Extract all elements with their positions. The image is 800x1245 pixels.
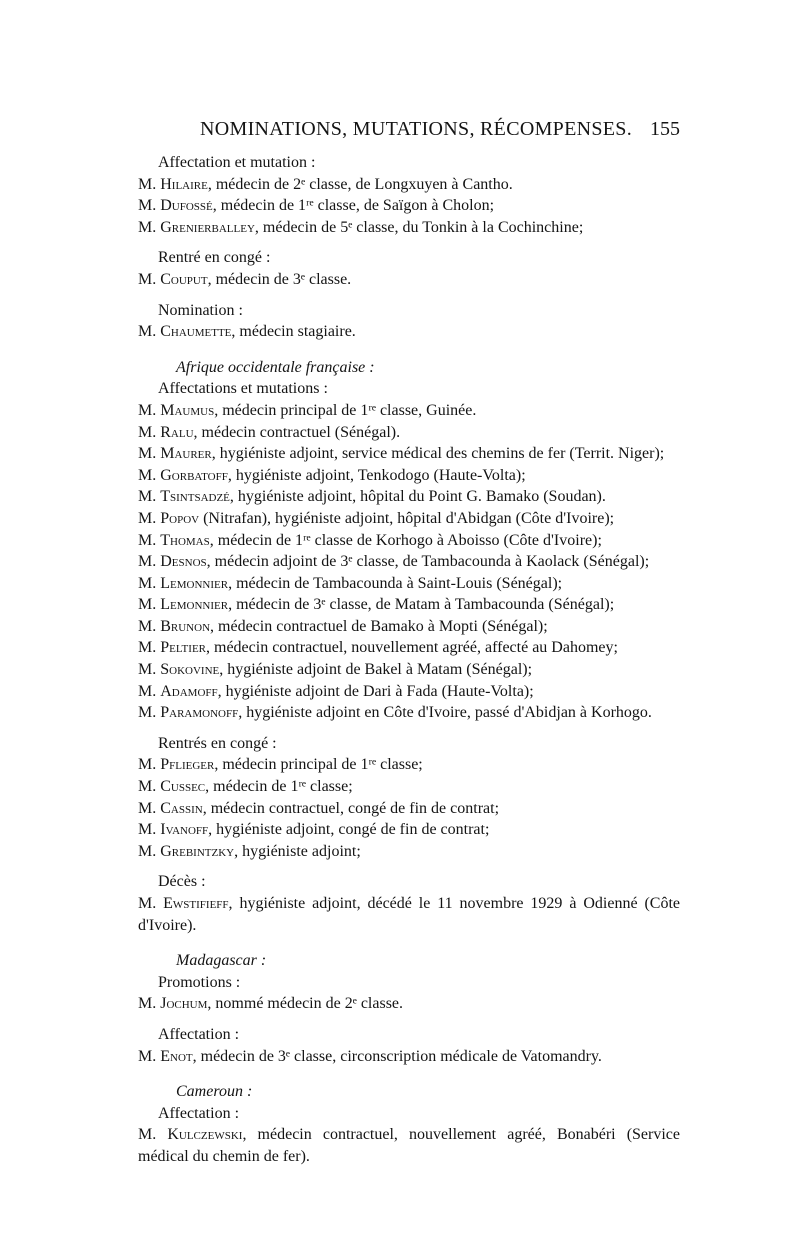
person-name: Grenierballey xyxy=(160,218,255,236)
entry-line xyxy=(138,798,680,820)
entry-text: , hygiéniste adjoint en Côte d'Ivoire, passé d'Abidjan à Korhogo. xyxy=(238,704,652,722)
entry-prefix: M. xyxy=(138,682,157,700)
entry-prefix: M. xyxy=(138,574,157,592)
entry-line xyxy=(138,754,680,776)
entry-prefix: M. xyxy=(138,639,157,657)
entry-text: , médecin de 3ᵉ classe, de Matam à Tambacounda (Sénégal); xyxy=(228,596,615,614)
entry-text: , hygiéniste adjoint, congé de fin de contrat; xyxy=(208,821,490,839)
running-header xyxy=(200,118,680,148)
entry-line xyxy=(138,637,680,659)
entry-text: , médecin principal de 1ʳᵉ classe; xyxy=(214,756,423,774)
section-heading: Affectation : xyxy=(158,1104,240,1122)
entry-prefix: M. xyxy=(138,423,157,441)
entry-line xyxy=(138,819,680,841)
person-name: Paramonoff xyxy=(160,704,239,722)
entry-prefix: M. xyxy=(138,596,157,614)
entry-prefix: M. xyxy=(138,704,157,722)
person-name: Lemonnier xyxy=(160,574,229,592)
entry-text: (Nitrafan), hygiéniste adjoint, hôpital d'Abidgan (Côte d'Ivoire); xyxy=(199,509,615,527)
entry-line xyxy=(138,893,680,936)
entry-text: , médecin de 1ʳᵉ classe de Korhogo à Aboisso (Côte d'Ivoire); xyxy=(209,531,602,549)
person-name: Thomas xyxy=(160,531,210,549)
section-heading: Rentré en congé : xyxy=(158,249,271,267)
region-heading: Afrique occidentale française : xyxy=(176,358,375,376)
person-name: Maumus xyxy=(160,401,215,419)
entry-text: , hygiéniste adjoint, service médical des chemins de fer (Territ. Niger); xyxy=(211,445,665,463)
entry-prefix: M. xyxy=(138,531,157,549)
entry-line xyxy=(138,659,680,681)
entry-prefix: M. xyxy=(138,617,157,635)
person-name: Popov xyxy=(160,509,200,527)
entry-text: , médecin principal de 1ʳᵉ classe, Guinée. xyxy=(214,401,477,419)
person-name: Adamoff xyxy=(160,682,218,700)
person-name: Ralu xyxy=(160,423,194,441)
entry-line xyxy=(138,702,680,724)
entry-prefix: M. xyxy=(138,661,157,679)
region-heading: Cameroun : xyxy=(176,1083,253,1101)
entry-text: , médecin contractuel (Sénégal). xyxy=(193,423,401,441)
section-heading: Nomination : xyxy=(158,301,243,319)
region-heading: Madagascar : xyxy=(176,952,267,970)
entry-line xyxy=(138,217,680,239)
person-name: Couput xyxy=(160,270,208,288)
entry-text: , médecin contractuel de Bamako à Mopti (Sénégal); xyxy=(210,617,548,635)
entry-text: , hygiéniste adjoint, décédé le 11 novembre 1929 à Odienné (Côte d'Ivoire). xyxy=(138,895,680,934)
entry-prefix: M. xyxy=(138,445,157,463)
section-heading: Affectation et mutation : xyxy=(158,154,316,171)
entry-text: , médecin de Tambacounda à Saint-Louis (Sénégal); xyxy=(228,574,563,592)
entry-line xyxy=(138,573,680,595)
entry-prefix: M. xyxy=(138,488,157,506)
section-heading: Rentrés en congé : xyxy=(158,734,277,752)
entry-prefix: M. xyxy=(138,401,157,419)
entry-line xyxy=(138,486,680,508)
entry-text: , médecin adjoint de 3ᵉ classe, de Tambacounda à Kaolack (Sénégal); xyxy=(206,553,650,571)
entry-text: , hygiéniste adjoint de Bakel à Matam (Sénégal); xyxy=(219,661,533,679)
entry-text: , hygiéniste adjoint; xyxy=(234,842,361,860)
person-name: Hilaire xyxy=(160,175,208,193)
section-heading: Affectations et mutations : xyxy=(158,380,328,398)
section-heading: Affectation : xyxy=(158,1025,240,1043)
entry-prefix: M. xyxy=(138,756,157,774)
entry-line xyxy=(138,321,680,343)
person-name: Enot xyxy=(160,1047,193,1065)
entry-prefix: M. xyxy=(138,1047,157,1065)
entry-line xyxy=(138,174,680,196)
page-number: 155 xyxy=(650,118,680,140)
entry-line xyxy=(138,400,680,422)
entry-line xyxy=(138,1124,680,1167)
entry-line xyxy=(138,993,680,1015)
entry-text: , médecin de 5ᵉ classe, du Tonkin à la Cochinchine; xyxy=(254,218,584,236)
person-name: Grebintzky xyxy=(160,842,235,860)
entry-prefix: M. xyxy=(138,821,157,839)
entry-prefix: M. xyxy=(138,1126,157,1144)
entry-prefix: M. xyxy=(138,270,157,288)
section-heading: Promotions : xyxy=(158,973,241,991)
entry-text: , médecin de 2ᵉ classe, de Longxuyen à Cantho. xyxy=(207,175,513,193)
entry-prefix: M. xyxy=(138,323,157,341)
entry-prefix: M. xyxy=(138,778,157,796)
entry-prefix: M. xyxy=(138,197,157,215)
person-name: Cassin xyxy=(160,799,203,817)
person-name: Jochum xyxy=(160,995,208,1013)
entry-text: , hygiéniste adjoint, hôpital du Point G. Bamako (Soudan). xyxy=(229,488,606,506)
entry-text: , médecin contractuel, nouvellement agréé, affecté au Dahomey; xyxy=(206,639,618,657)
person-name: Chaumette xyxy=(160,323,232,341)
person-name: Dufossé xyxy=(160,197,213,215)
entry-text: , hygiéniste adjoint, Tenkodogo (Haute-Volta); xyxy=(227,466,526,484)
person-name: Lemonnier xyxy=(160,596,229,614)
entry-line xyxy=(138,443,680,465)
section-heading: Décès : xyxy=(158,873,206,891)
entry-text: , médecin stagiaire. xyxy=(231,323,356,341)
entry-prefix: M. xyxy=(138,995,157,1013)
entry-text: , médecin de 3ᵉ classe. xyxy=(207,270,352,288)
entry-line xyxy=(138,616,680,638)
entry-line xyxy=(138,422,680,444)
person-name: Peltier xyxy=(160,639,206,657)
person-name: Cussec xyxy=(160,778,206,796)
entry-line xyxy=(138,195,680,217)
person-name: Kulczewski xyxy=(167,1126,243,1144)
entry-text: , médecin de 1ʳᵉ classe; xyxy=(205,778,353,796)
entry-line xyxy=(138,1046,680,1068)
entry-line xyxy=(138,841,680,863)
entry-line xyxy=(138,551,680,573)
entry-text: , hygiéniste adjoint de Dari à Fada (Haute-Volta); xyxy=(217,682,534,700)
body-text xyxy=(138,152,680,1168)
person-name: Gorbatoff xyxy=(160,466,228,484)
entry-text: , médecin de 3ᵉ classe, circonscription médicale de Vatomandry. xyxy=(192,1047,602,1065)
person-name: Ewstifieff xyxy=(163,895,229,912)
entry-prefix: M. xyxy=(138,553,157,571)
header-title: NOMINATIONS, MUTATIONS, RÉCOMPENSES. xyxy=(200,118,633,140)
entry-text: , nommé médecin de 2ᵉ classe. xyxy=(207,995,404,1013)
entry-text: , médecin contractuel, congé de fin de contrat; xyxy=(202,799,500,817)
person-name: Brunon xyxy=(160,617,211,635)
entry-text: , médecin de 1ʳᵉ classe, de Saïgon à Cholon; xyxy=(212,197,495,215)
entry-prefix: M. xyxy=(138,466,157,484)
entry-prefix: M. xyxy=(138,175,157,193)
entry-line xyxy=(138,681,680,703)
person-name: Sokovine xyxy=(160,661,220,679)
entry-line xyxy=(138,508,680,530)
entry-line xyxy=(138,776,680,798)
entry-prefix: M. xyxy=(138,842,157,860)
entry-text: , médecin contractuel, nouvellement agréé, Bonabéri (Service médical du chemin de fer). xyxy=(138,1126,681,1165)
person-name: Pflieger xyxy=(160,756,215,774)
entry-line xyxy=(138,530,680,552)
person-name: Maurer xyxy=(160,445,212,463)
entry-line xyxy=(138,465,680,487)
person-name: Tsintsadzé xyxy=(160,488,230,506)
entry-line xyxy=(138,594,680,616)
person-name: Ivanoff xyxy=(160,821,209,839)
entry-prefix: M. xyxy=(138,799,157,817)
entry-line xyxy=(138,269,680,291)
entry-prefix: M. xyxy=(138,509,157,527)
entry-prefix: M. xyxy=(138,218,157,236)
entry-prefix: M. xyxy=(138,895,157,912)
person-name: Desnos xyxy=(160,553,207,571)
